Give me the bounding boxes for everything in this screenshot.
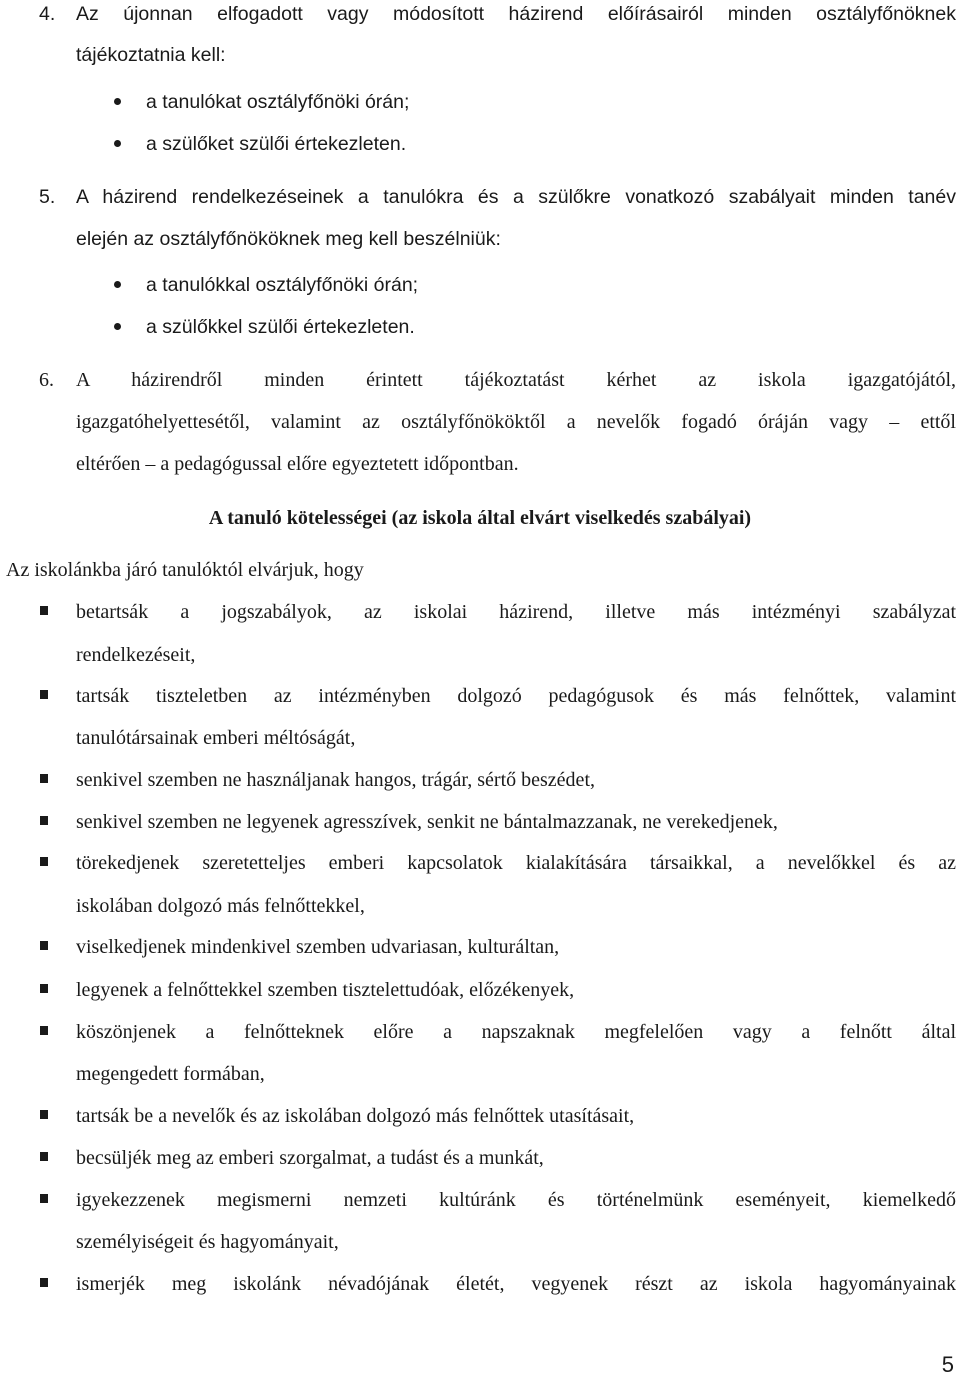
section-6-number: 6. [39, 369, 54, 391]
page-number: 5 [941, 1352, 954, 1377]
duty-9-line-1: tartsák be a nevelők és az iskolában dolgozó más felnőttek utasításait, [76, 1105, 635, 1127]
bullet-square [40, 774, 48, 783]
duty-5-line-1: törekedjenek szeretetteljes emberi kapcsolatok kialakítására társaikkal, a nevelőkkel és az [76, 852, 956, 874]
bullet-square [40, 1110, 48, 1119]
duty-10-line-1: becsüljék meg az emberi szorgalmat, a tudást és a munkát, [76, 1147, 544, 1169]
section-4-bullet-1: a tanulókat osztályfőnöki órán; [146, 91, 410, 113]
section-5-bullet-1: a tanulókkal osztályfőnöki órán; [146, 274, 419, 296]
duty-11-line-1: igyekezzenek megismerni nemzeti kultúránk és történelmünk eseményeit, kiemelkedő [76, 1189, 956, 1211]
bullet-dot [114, 323, 121, 330]
duty-5-line-2: iskolában dolgozó más felnőttekkel, [76, 895, 365, 917]
duty-1-line-2: rendelkezéseit, [76, 644, 196, 666]
bullet-dot [114, 140, 121, 147]
section-5-line-2: elején az osztályfőnököknek meg kell beszélniük: [76, 228, 501, 250]
bullet-square [40, 941, 48, 950]
bullet-square [40, 857, 48, 866]
duty-3-line-1: senkivel szemben ne használjanak hangos, trágár, sértő beszédet, [76, 769, 595, 791]
duty-4-line-1: senkivel szemben ne legyenek agresszívek, senkit ne bántalmazzanak, ne verekedjenek, [76, 811, 778, 833]
bullet-square [40, 1152, 48, 1161]
duty-12-line-1: ismerjék meg iskolánk névadójának életét, vegyenek részt az iskola hagyományainak [76, 1273, 956, 1295]
duty-1-line-1: betartsák a jogszabályok, az iskolai házirend, illetve más intézményi szabályzat [76, 601, 956, 623]
bullet-square [40, 816, 48, 825]
duty-8-line-2: megengedett formában, [76, 1063, 265, 1085]
section-6-line-3: eltérően – a pedagógussal előre egyeztetett időpontban. [76, 453, 519, 475]
section-6-line-1: A házirendről minden érintett tájékoztatást kérhet az iskola igazgatójától, [76, 369, 956, 391]
section-4-bullet-2: a szülőket szülői értekezleten. [146, 133, 407, 155]
section-5-line-1: A házirend rendelkezéseinek a tanulókra és a szülőkre vonatkozó szabályait minden tanév [76, 186, 956, 208]
section-4-number: 4. [39, 3, 56, 25]
section-5-bullet-2: a szülőkkel szülői értekezleten. [146, 316, 415, 338]
bullet-square [40, 1194, 48, 1203]
bullet-square [40, 1026, 48, 1035]
section-6-line-2: igazgatóhelyettesétől, valamint az osztályfőnököktől a nevelők fogadó óráján vagy – ettől [76, 411, 956, 433]
intro-text: Az iskolánkba járó tanulóktól elvárjuk, hogy [6, 559, 364, 581]
duty-6-line-1: viselkedjenek mindenkivel szemben udvariasan, kulturáltan, [76, 936, 560, 958]
duty-8-line-1: köszönjenek a felnőtteknek előre a napszaknak megfelelően vagy a felnőtt által [76, 1021, 956, 1043]
bullet-square [40, 1278, 48, 1287]
duty-11-line-2: személyiségeit és hagyományait, [76, 1231, 339, 1253]
bullet-dot [114, 98, 121, 105]
bullet-square [40, 984, 48, 993]
section-heading: A tanuló kötelességei (az iskola által elvárt viselkedés szabályai) [208, 507, 752, 529]
bullet-square [40, 690, 48, 699]
duty-2-line-1: tartsák tiszteletben az intézményben dolgozó pedagógusok és más felnőttek, valamint [76, 685, 956, 707]
bullet-dot [114, 281, 121, 288]
bullet-square [40, 606, 48, 615]
section-5-number: 5. [39, 186, 56, 208]
section-4-line-1: Az újonnan elfogadott vagy módosított házirend előírásairól minden osztályfőnöknek [76, 3, 956, 25]
section-4-line-2: tájékoztatnia kell: [76, 44, 226, 66]
duty-7-line-1: legyenek a felnőttekkel szemben tisztelettudóak, előzékenyek, [76, 979, 575, 1001]
duty-2-line-2: tanulótársainak emberi méltóságát, [76, 727, 356, 749]
